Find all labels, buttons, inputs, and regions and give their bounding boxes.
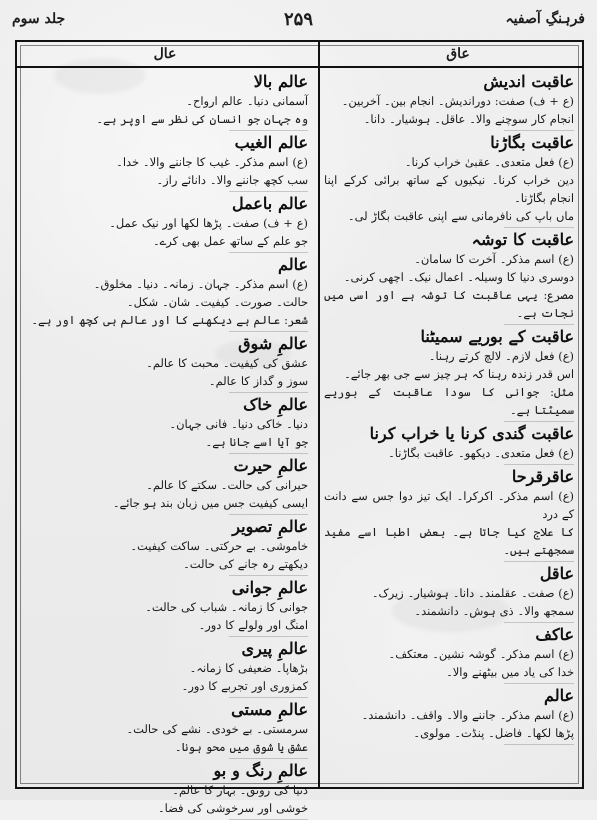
dictionary-entry xyxy=(324,424,574,465)
dictionary-entry xyxy=(324,230,574,325)
dictionary-entry xyxy=(27,194,308,253)
dictionary-entry xyxy=(27,456,308,515)
column-divider xyxy=(318,42,320,787)
entry-line: مثل: جوانی کا سودا عاقبت کے بوریے سمیٹتا ہے۔ xyxy=(324,383,574,422)
entry-body xyxy=(27,92,308,131)
dictionary-entry xyxy=(324,564,574,623)
entry-body xyxy=(27,153,308,192)
entry-line: بڑھاپا۔ ضعیفی کا زمانہ۔ xyxy=(189,661,308,675)
entry-line: (ع) اسم مذکر۔ گوشہ نشین۔ معتکف۔ xyxy=(388,647,574,661)
entry-headword: عالم xyxy=(278,255,308,274)
dictionary-entry xyxy=(27,761,308,820)
dictionary-entry xyxy=(27,700,308,759)
entry-headword: عالمِ جوانی xyxy=(231,578,308,597)
entry-headword: عالمِ شوق xyxy=(238,334,308,353)
entry-line: سوز و گداز کا عالم۔ xyxy=(27,372,308,393)
dictionary-entry xyxy=(27,72,308,131)
entry-line: دنیا۔ خاکی دنیا۔ فانی جہان۔ xyxy=(169,417,308,431)
entry-line: خاموشی۔ بے حرکتی۔ ساکت کیفیت۔ xyxy=(130,539,308,553)
book-title: فرہنگِ آصفیہ xyxy=(505,11,585,27)
entry-line: ایسی کیفیت جس میں زبان بند ہو جائے۔ xyxy=(27,494,308,515)
entry-headword: عالمِ تصویر xyxy=(232,517,308,536)
dictionary-entry xyxy=(324,133,574,228)
entry-body xyxy=(324,153,574,228)
entry-body xyxy=(324,706,574,745)
entry-headword: عاقبت اندیش xyxy=(483,72,574,91)
entry-line: دین خراب کرنا۔ نیکیوں کے ساتھ برائی کرکے اپنا انجام بگاڑنا۔ xyxy=(324,173,574,205)
dictionary-entry xyxy=(324,72,574,131)
entry-line: (ع + ف) صفت: دوراندیش۔ انجام بین۔ آخربین۔ xyxy=(341,94,574,108)
entry-line: دنیا کی رونق۔ بہار کا عالم۔ xyxy=(172,783,308,797)
entry-line: عشق کی کیفیت۔ محبت کا عالم۔ xyxy=(146,356,308,370)
left-column xyxy=(27,72,308,815)
dictionary-entry xyxy=(324,467,574,562)
entry-line: ماں باپ کی نافرمانی سے اپنی عاقبت بگاڑ لی۔ xyxy=(324,207,574,228)
entry-line: سرمستی۔ بے خودی۔ نشے کی حالت۔ xyxy=(126,722,308,736)
entry-line: کا علاج کیا جاتا ہے۔ بعض اطبا اسے مفید سمجھتے ہیں۔ xyxy=(324,523,574,562)
entry-headword: عالم باعمل xyxy=(231,194,308,213)
entry-body xyxy=(27,476,308,515)
dictionary-entry xyxy=(27,639,308,698)
dictionary-entry xyxy=(27,334,308,393)
entry-line: سب کچھ جاننے والا۔ دانائے راز۔ xyxy=(27,171,308,192)
entry-line: خوشی اور سرخوشی کی فضا۔ xyxy=(27,799,308,820)
entry-line: شعر: عالم ہے دیکھنے کا اور عالم ہی کچھ اور ہے۔ xyxy=(27,311,308,332)
dictionary-entry xyxy=(27,133,308,192)
entry-line: انجام کار سوچنے والا۔ عاقل۔ ہوشیار۔ دانا۔ xyxy=(324,110,574,131)
entry-line: دیکھتے رہ جانے کی حالت۔ xyxy=(27,555,308,576)
entry-line: (ع) اسم مذکر۔ آخرت کا سامان۔ xyxy=(414,252,574,266)
entry-line: وہ جہان جو انسان کی نظر سے اوپر ہے۔ xyxy=(27,110,308,131)
entry-line: (ع) فعل لازم۔ لالچ کرتے رہنا۔ xyxy=(428,349,574,363)
entry-headword: عالمِ حیرت xyxy=(233,456,308,475)
entry-headword: عاقبت بگاڑنا xyxy=(490,133,574,152)
entry-line: امنگ اور ولولے کا دور۔ xyxy=(27,616,308,637)
entry-headword: عالم xyxy=(544,686,574,705)
entry-body xyxy=(324,347,574,422)
dictionary-entry xyxy=(27,517,308,576)
dictionary-entry xyxy=(324,625,574,684)
page-number: ۲۵۹ xyxy=(283,9,314,30)
entry-body xyxy=(27,415,308,454)
entry-headword: عالم بالا xyxy=(253,72,308,91)
entry-line: (ع) اسم مذکر۔ غیب کا جاننے والا۔ خدا۔ xyxy=(116,155,308,169)
entry-body xyxy=(27,659,308,698)
entry-body xyxy=(27,781,308,820)
entry-line: (ع) اسم مذکر۔ جہان۔ زمانہ۔ دنیا۔ مخلوق۔ xyxy=(93,277,308,291)
entry-line: سمجھ والا۔ ذی ہوش۔ دانشمند۔ xyxy=(324,602,574,623)
entry-line: خدا کی یاد میں بیٹھنے والا۔ xyxy=(324,663,574,684)
entry-line: (ع + ف) صفت۔ پڑھا لکھا اور نیک عمل۔ xyxy=(109,216,308,230)
entry-body xyxy=(324,487,574,562)
entry-body xyxy=(27,214,308,253)
dictionary-entry xyxy=(27,578,308,637)
entry-line: حیرانی کی حالت۔ سکتے کا عالم۔ xyxy=(146,478,308,492)
entry-body xyxy=(324,645,574,684)
entry-headword: عالمِ رنگ و بو xyxy=(213,761,308,780)
entry-line: (ع) فعل متعدی۔ عقبیٰ خراب کرنا۔ xyxy=(404,155,574,169)
entry-body xyxy=(324,584,574,623)
entry-body xyxy=(27,354,308,393)
header-rule xyxy=(17,66,582,68)
entry-body xyxy=(324,250,574,325)
entry-line: کمزوری اور تجربے کا دور۔ xyxy=(27,677,308,698)
entry-headword: عاکف xyxy=(535,625,574,644)
entry-headword: عاقرقرحا xyxy=(511,467,574,486)
entry-headword: عاقبت گندی کرنا یا خراب کرنا xyxy=(369,424,574,443)
entry-line: حالت۔ صورت۔ کیفیت۔ شان۔ شکل۔ xyxy=(126,295,308,309)
volume-label: جلد سوم xyxy=(12,11,66,27)
entry-headword: عالم الغیب xyxy=(234,133,308,152)
right-column xyxy=(324,72,574,781)
entry-headword: عالمِ مستی xyxy=(231,700,308,719)
entry-line: جوانی کا زمانہ۔ شباب کی حالت۔ xyxy=(145,600,308,614)
entry-headword: عالمِ پیری xyxy=(241,639,308,658)
entry-line: دوسری دنیا کا وسیلہ۔ اعمال نیک۔ اچھی کرنی۔ xyxy=(343,270,574,284)
entry-line: آسمانی دنیا۔ عالم ارواح۔ xyxy=(186,94,308,108)
entry-line: عشق یا شوق میں محو ہونا۔ xyxy=(27,738,308,759)
entry-headword: عاقل xyxy=(539,564,574,583)
entry-line: جو آیا اسے جانا ہے۔ xyxy=(27,433,308,454)
entry-body xyxy=(27,720,308,759)
entry-line: مصرع: یہی عاقبت کا توشہ ہے اور اسی میں نجات ہے۔ xyxy=(324,286,574,325)
entry-line: پڑھا لکھا۔ فاضل۔ پنڈت۔ مولوی۔ xyxy=(324,724,574,745)
left-column-title: عال xyxy=(153,46,177,62)
entry-headword: عاقبت کے بوریے سمیٹنا xyxy=(420,327,574,346)
entry-body xyxy=(27,598,308,637)
entry-body xyxy=(324,444,574,465)
entry-line: (ع) اسم مذکر۔ اکرکرا۔ ایک تیز دوا جس سے دانت کے درد xyxy=(324,489,574,521)
text-frame xyxy=(15,40,584,815)
dictionary-entry xyxy=(27,255,308,332)
right-column-title: عاق xyxy=(446,46,470,62)
entry-headword: عالمِ خاک xyxy=(243,395,308,414)
entry-line: اس قدر زندہ رہنا کہ ہر چیز سے جی بھر جائے۔ xyxy=(344,367,574,381)
dictionary-entry xyxy=(27,395,308,454)
dictionary-entry xyxy=(324,327,574,422)
entry-line: (ع) اسم مذکر۔ جاننے والا۔ واقف۔ دانشمند۔ xyxy=(361,708,574,722)
dictionary-entry xyxy=(324,686,574,745)
entry-line: (ع) صفت۔ عقلمند۔ دانا۔ ہوشیار۔ زیرک۔ xyxy=(371,586,574,600)
entry-body xyxy=(324,92,574,131)
page-header xyxy=(12,10,585,40)
entry-line: (ع) فعل متعدی۔ دیکھو۔ عاقبت بگاڑنا۔ xyxy=(324,444,574,465)
entry-body xyxy=(27,537,308,576)
entry-body xyxy=(27,275,308,332)
entry-line: جو علم کے ساتھ عمل بھی کرے۔ xyxy=(27,232,308,253)
entry-headword: عاقبت کا توشہ xyxy=(471,230,574,249)
